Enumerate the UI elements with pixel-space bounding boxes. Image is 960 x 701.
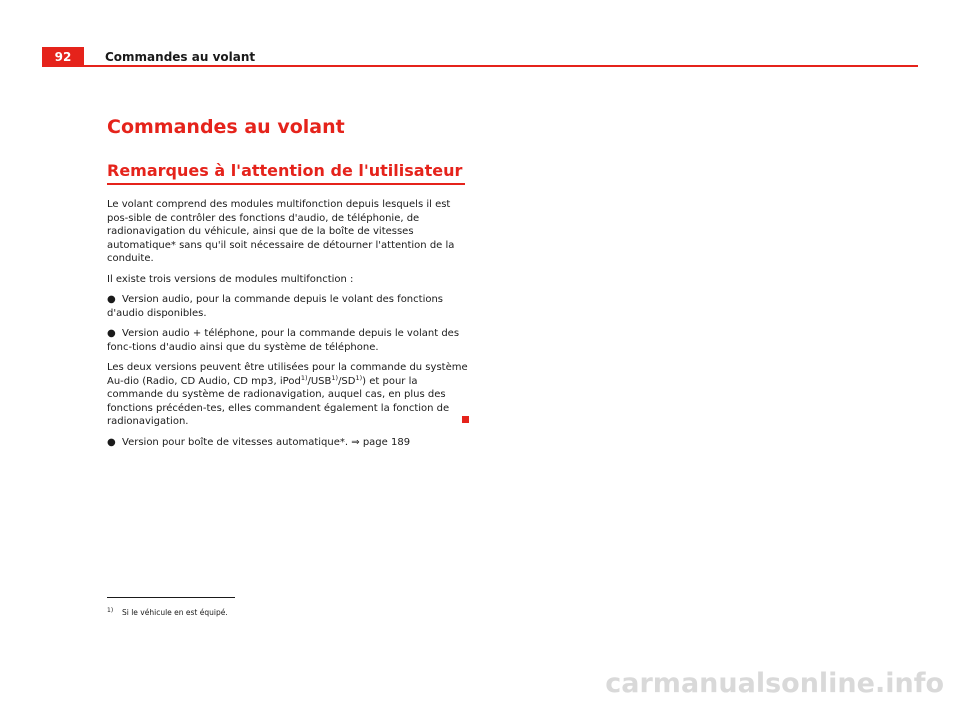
body-text [107, 198, 469, 456]
bullet-icon: ● [107, 436, 116, 448]
section-end-mark [462, 416, 469, 423]
footnote-rule [107, 597, 235, 598]
bullet-icon: ● [107, 328, 116, 339]
footnote-ref: 1) [300, 373, 308, 382]
footnote-ref: 1) [355, 373, 363, 382]
list-item-text: Version audio + téléphone, pour la commande depuis le volant des fonc-tions d'audio ainsi que du système de téléphone. [107, 328, 460, 353]
usage-text: Les deux versions peuvent être utilisées pour la commande du système Au-dio (Radio, CD Audio, CD mp3, iPod [107, 362, 468, 387]
list-item [107, 436, 469, 450]
usage-text: ) et pour la commande du système de radionavigation, auquel cas, en plus des fonctions précéden-tes, elles commandent également la fonction de radionavigation. [107, 375, 450, 427]
paragraph-intro: Le volant comprend des modules multifonction depuis lesquels il est pos-sible de contrôler des fonctions d'audio, de téléphonie, de radionavigation du véhicule, ainsi que de la boîte de vitesses automatique* sans qu'il soit nécessaire de détourner l'attention de la conduite. [107, 199, 455, 264]
watermark: carmanualsonline.info [605, 668, 944, 699]
usage-text: /SD [338, 375, 356, 387]
page-number: 92 [42, 47, 84, 67]
bullet-icon: ● [107, 294, 116, 305]
list-item-text: Version audio, pour la commande depuis le volant des fonctions d'audio disponibles. [107, 294, 444, 319]
list-item-text: Version pour boîte de vitesses automatique*. [122, 436, 349, 448]
header-rule [42, 65, 918, 67]
usage-text: /USB [307, 375, 332, 387]
footnote-text: Si le véhicule en est équipé. [122, 608, 228, 617]
page-link[interactable]: page 189 [362, 436, 411, 448]
footnote-ref: 1) [331, 373, 339, 382]
paragraph-versions-intro: Il existe trois versions de modules multifonction : [107, 273, 354, 285]
header-title: Commandes au volant [105, 50, 256, 64]
page-header [42, 47, 918, 67]
section-rule [107, 183, 465, 185]
arrow-right-icon: ⇒ [351, 436, 360, 448]
section-title: Remarques à l'attention de l'utilisateur [107, 161, 463, 180]
chapter-title: Commandes au volant [107, 116, 345, 138]
list-item [107, 327, 469, 354]
footnote-mark: 1) [107, 607, 114, 614]
paragraph-usage [107, 361, 469, 429]
footnote [107, 606, 228, 618]
list-item [107, 293, 469, 320]
